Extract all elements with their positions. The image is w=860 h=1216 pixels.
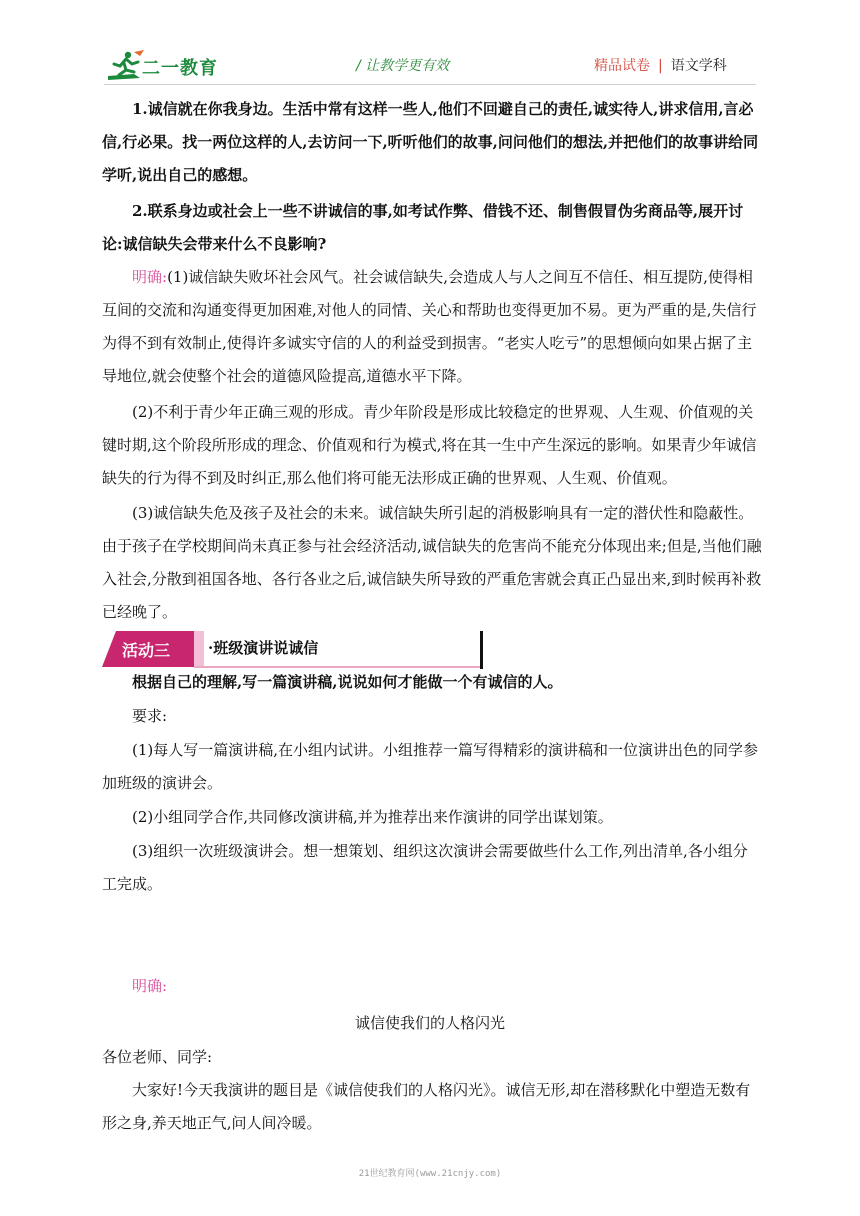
activity-3-banner bbox=[102, 631, 484, 669]
requirement-3: (3)组织一次班级演讲会。想一想策划、组织这次演讲会需要做些什么工作,列出清单,各小组分工完成。 bbox=[102, 842, 748, 893]
header-slogan: / 让教学更有效 bbox=[356, 58, 450, 74]
answer-2-point-2: (2)不利于青少年正确三观的形成。青少年阶段是形成比较稳定的世界观、人生观、价值观的关键时期,这个阶段所形成的理念、价值观和行为模式,将在其一生中产生深远的影响。如果青少年诚信缺失的行为得不到及时纠正,那么他们将可能无法形成正确的世界观、人生观、价值观。 bbox=[102, 403, 757, 487]
answer-2-point-1-text: (1)诚信缺失败坏社会风气。社会诚信缺失,会造成人与人之间互不信任、相互提防,使得相互间的交流和沟通变得更加困难,对他人的同情、关心和帮助也变得更加不易。更为严重的是,失信行为得不到有效制止,使得许多诚实守信的人的利益受到损害。“老实人吃亏”的思想倾向如果占据了主导地位,就会使整个社会的道德风险提高,道德水平下降。 bbox=[102, 268, 757, 385]
speech-greeting: 各位老师、同学: bbox=[102, 1048, 213, 1066]
activity-3-task: 根据自己的理解,写一篇演讲稿,说说如何才能做一个有诚信的人。 bbox=[132, 673, 563, 691]
answer-label: 明确: bbox=[132, 268, 168, 286]
answer-3-label: 明确: bbox=[132, 977, 168, 995]
answer-2-point-1 bbox=[102, 261, 762, 393]
requirement-2: (2)小组同学合作,共同修改演讲稿,并为推荐出来作演讲的同学出谋划策。 bbox=[132, 808, 613, 826]
requirements-heading: 要求: bbox=[132, 707, 168, 725]
brand-subject-label: 语文学科 bbox=[670, 58, 727, 74]
activity-end-bar bbox=[480, 631, 483, 669]
answer-2-point-3: (3)诚信缺失危及孩子及社会的未来。诚信缺失所引起的消极影响具有一定的潜伏性和隐蔽性。由于孩子在学校期间尚未真正参与社会经济活动,诚信缺失的危害尚不能充分体现出来;但是,当他们融入社会,分散到祖国各地、各行各业之后,诚信缺失所导致的严重危害就会真正凸显出来,到时候再补救已经晚了。 bbox=[102, 504, 762, 621]
question-2: 2.联系身边或社会上一些不讲诚信的事,如考试作弊、借钱不还、制售假冒伪劣商品等,展开讨论:诚信缺失会带来什么不良影响? bbox=[102, 202, 744, 253]
header-brand bbox=[594, 55, 727, 75]
speech-opening: 大家好!今天我演讲的题目是《诚信使我们的人格闪光》。诚信无形,却在潜移默化中塑造无数有形之身,养天地正气,问人间冷暖。 bbox=[102, 1081, 751, 1132]
activity-title: ·班级演讲说诚信 bbox=[208, 639, 319, 657]
page-header bbox=[0, 0, 860, 92]
requirement-1: (1)每人写一篇演讲稿,在小组内试讲。小组推荐一篇写得精彩的演讲稿和一位演讲出色的同学参加班级的演讲会。 bbox=[102, 741, 759, 792]
question-1: 1.诚信就在你我身边。生活中常有这样一些人,他们不回避自己的责任,诚实待人,讲求信用,言必信,行必果。找一两位这样的人,去访问一下,听听他们的故事,问问他们的想法,并把他们的故事讲给同学听,说出自己的感想。 bbox=[102, 100, 759, 184]
activity-tab-label: 活动三 bbox=[122, 641, 171, 660]
header-divider bbox=[104, 84, 756, 85]
activity-tab-cap bbox=[194, 631, 204, 667]
logo-text: 二一教育 bbox=[142, 58, 218, 79]
page-footer: 21世纪教育网(www.21cnjy.com) bbox=[358, 1169, 502, 1179]
speech-title: 诚信使我们的人格闪光 bbox=[354, 1014, 505, 1032]
brand-separator: | bbox=[658, 58, 663, 74]
brand-premium-label: 精品试卷 bbox=[594, 58, 650, 74]
